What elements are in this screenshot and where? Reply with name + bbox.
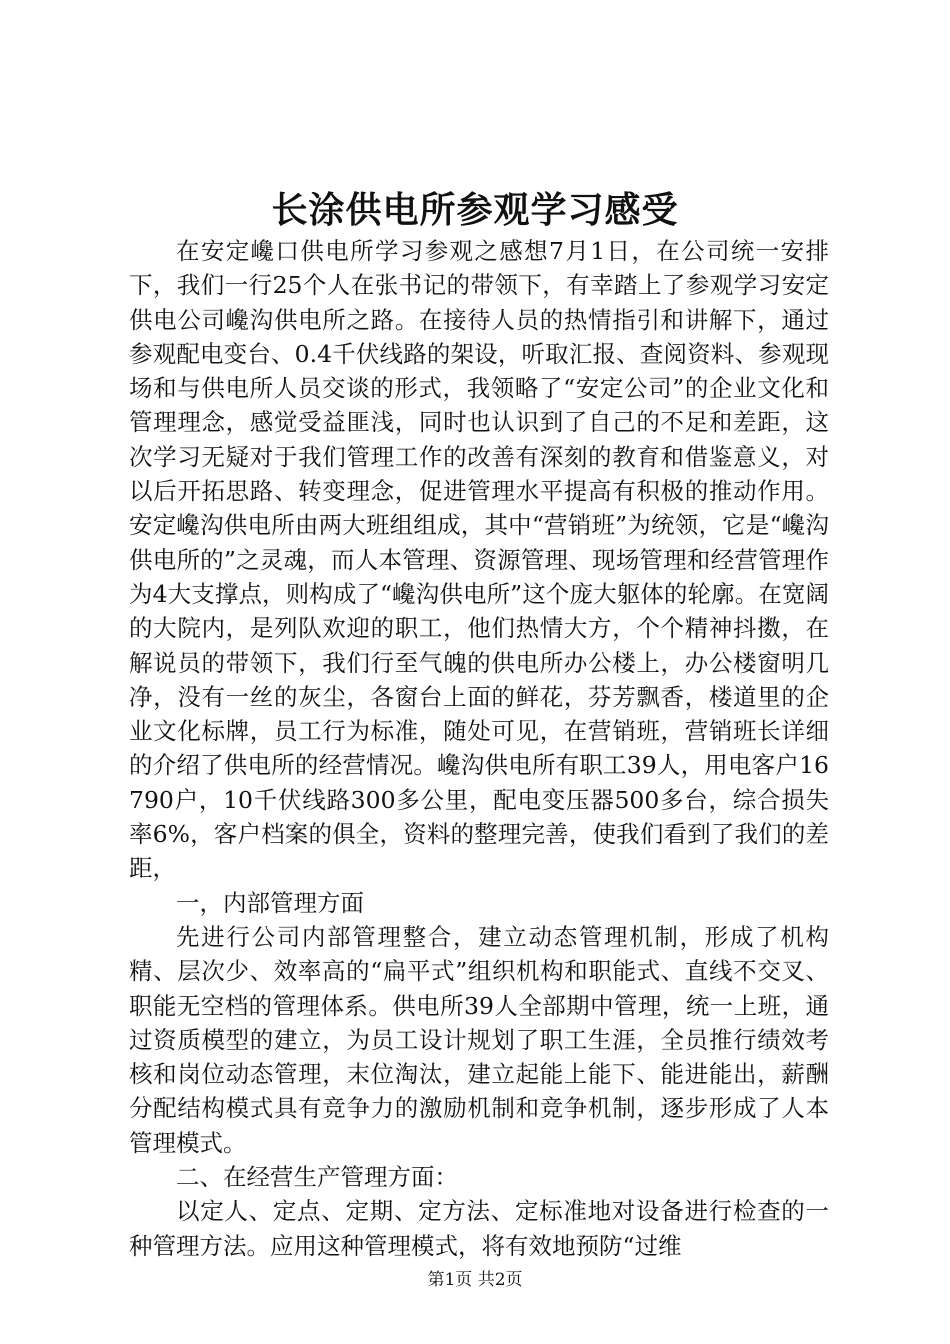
section-heading: 一，内部管理方面 <box>176 888 364 917</box>
paragraph: 先进行公司内部管理整合，建立动态管理机制，形成了机构精、层次少、效率高的“扁平式”组织机构和职能式、直线不交叉、职能无空档的管理体系。供电所39人全部期中管理，统一上班，通过资质模型的建立，为员工设计规划了职工生涯，全员推行绩效考核和岗位动态管理，末位淘汰，建立起能上能下、能进能出，薪酬分配结构模式具有竞争力的激励机制和竞争机制，逐步形成了人本管理模式。 <box>129 922 829 1157</box>
page-number-footer: 第1页 共2页 <box>427 1270 523 1290</box>
section-heading: 二、在经营生产管理方面： <box>176 1163 458 1192</box>
document-title: 长涂供电所参观学习感受 <box>271 189 679 231</box>
paragraph: 在安定巉口供电所学习参观之感想7月1日，在公司统一安排下，我们一行25个人在张书记的带领下，有幸踏上了参观学习安定供电公司巉沟供电所之路。在接待人员的热情指引和讲解下，通过参观配电变台、0.4千伏线路的架设，听取汇报、查阅资料、参观现场和与供电所人员交谈的形式，我领略了“安定公司”的企业文化和管理理念，感觉受益匪浅，同时也认识到了自己的不足和差距，这次学习无疑对于我们管理工作的改善有深刻的教育和借鉴意义，对以后开拓思路、转变理念，促进管理水平提高有积极的推动作用。安定巉沟供电所由两大班组组成，其中“营销班”为统领，它是“巉沟供电所的”之灵魂，而人本管理、资源管理、现场管理和经营管理作为4大支撑点，则构成了“巉沟供电所”这个庞大躯体的轮廓。在宽阔的大院内，是列队欢迎的职工，他们热情大方，个个精神抖擞，在解说员的带领下，我们行至气魄的供电所办公楼上，办公楼窗明几净，没有一丝的灰尘，各窗台上面的鲜花，芬芳飘香，楼道里的企业文化标牌，员工行为标准，随处可见，在营销班，营销班长详细的介绍了供电所的经营情况。巉沟供电所有职工39人，用电客户16790户，10千伏线路300多公里，配电变压器500多台，综合损失率6%，客户档案的俱全，资料的整理完善，使我们看到了我们的差距， <box>129 237 829 883</box>
paragraph: 以定人、定点、定期、定方法、定标准地对设备进行检查的一种管理方法。应用这种管理模式，将有效地预防“过维 <box>129 1197 829 1260</box>
document-body <box>129 234 829 1263</box>
